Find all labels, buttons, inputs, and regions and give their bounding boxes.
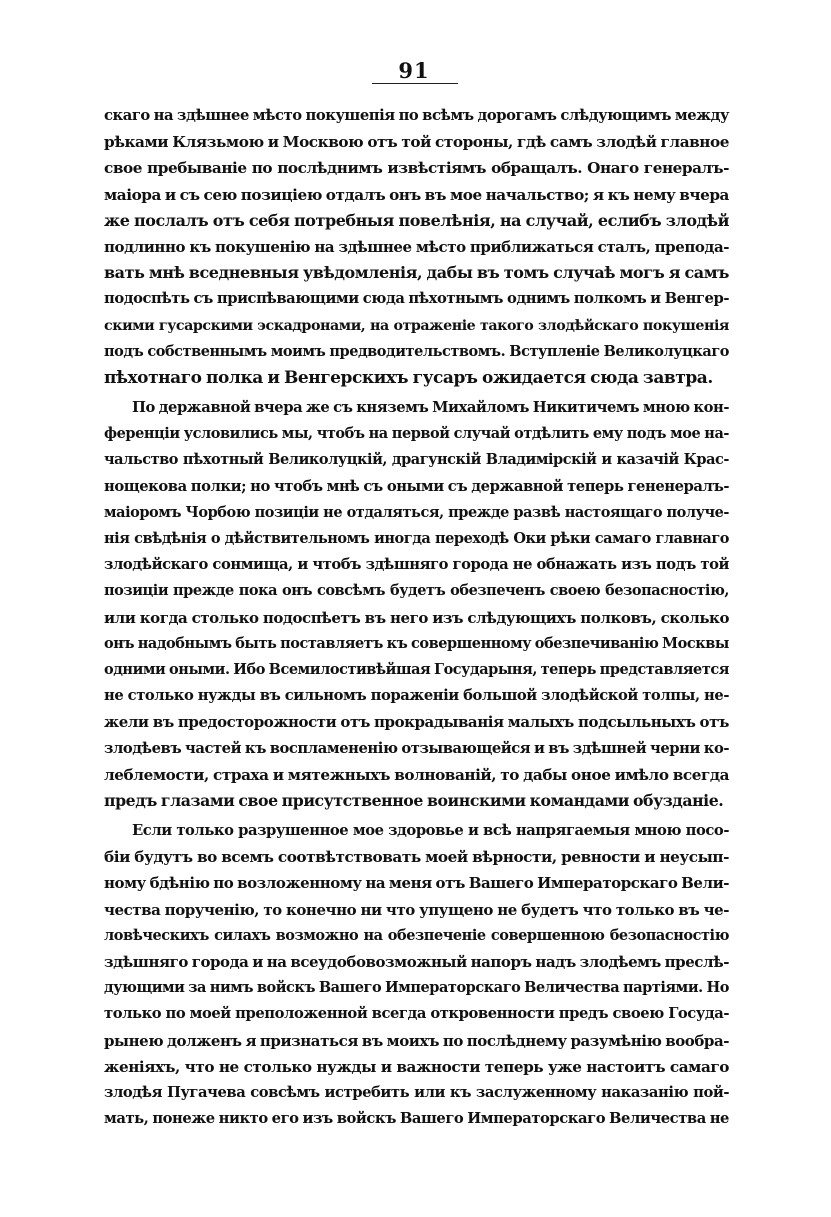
text-line: чества порученію, то конечно ни что упущено не будетъ что только въ че-: [104, 900, 729, 919]
text-line: нія свѣдѣнія о дѣйствительномъ иногда переходѣ Оки рѣки самаго главнаго: [104, 530, 729, 547]
text-line: По державной вчера же съ княземъ Михайломъ Никитичемъ мною кон-: [132, 399, 729, 417]
text-line: нощекова полки; но чтобъ мнѣ съ оными съ державной теперь гененералъ-: [104, 477, 729, 495]
text-line: онъ надобнымъ быть поставляетъ къ совершенному обезпечиванію Москвы: [104, 634, 729, 652]
text-line: здѣшняго города и на всеудобовозможный напоръ надъ злодѣемъ преслѣ-: [104, 953, 729, 971]
text-line: чальство пѣхотный Великолуцкій, драгунскій Владимірскій и казачій Крас-: [104, 451, 729, 469]
text-line: біи будутъ во всемъ соотвѣтствовать моей вѣрности, ревности и неусып-: [104, 848, 729, 867]
text-line: мать, понеже никто его изъ войскъ Вашего Императорскаго Величества не: [104, 1110, 729, 1128]
text-line: не столько нужды въ сильномъ пораженіи большой злодѣйской толпы, не-: [104, 687, 729, 705]
text-line: или когда столько подоспѣетъ въ него изъ слѣдующихъ полковъ, сколько: [104, 608, 729, 627]
text-line: же послалъ отъ себя потребныя повелѣнія, на случай, еслибъ злодѣй: [104, 210, 729, 230]
text-line: подлинно къ покушенію на здѣшнее мѣсто приближаться сталъ, препода-: [104, 237, 729, 256]
text-line: ференціи условились мы, чтобъ на первой случай отдѣлить ему подъ мое на-: [104, 425, 729, 443]
text-line: жели въ предосторожности отъ прокрадыванія малыхъ подсыльныхъ отъ: [104, 713, 729, 732]
paragraph: [104, 103, 729, 391]
text-line: одними оными. Ибо Всемилостивѣйшая Государыня, теперь представляется: [104, 660, 729, 678]
text-line: рынею долженъ я признаться въ моихъ по послѣднему разумѣнію вообра-: [104, 1031, 729, 1050]
text-line: злодѣйскаго сонмища, и чтобъ здѣшняго города не обнажать изъ подъ той: [104, 556, 729, 574]
paragraph: [104, 395, 729, 814]
text-line: маіоромъ Чорбою позиціи не отдаляться, прежде развѣ настоящаго получе-: [104, 503, 729, 521]
text-line: скаго на здѣшнее мѣсто покушепія по всѣмъ дорогамъ слѣдующимъ между: [104, 107, 729, 124]
page-number-rule: [372, 83, 458, 84]
text-line: ному бдѣнію по возложенному на меня отъ Вашего Императорскаго Вели-: [104, 874, 730, 893]
text-line: леблемости, страха и мятежныхъ волнованій, то дабы оное имѣло всегда: [104, 765, 729, 784]
text-line: дующими за нимъ войскъ Вашего Императорскаго Величества партіями. Но: [104, 979, 729, 997]
text-line: позиціи прежде пока онъ совсѣмъ будетъ обезпеченъ своею безопасностію,: [104, 582, 729, 600]
text-line: рѣками Клязьмою и Москвою отъ той стороны, гдѣ самъ злодѣй главное: [104, 133, 729, 152]
body-text: [104, 103, 729, 1136]
text-line: злодѣя Пугачева совсѣмъ истребить или къ заслуженному наказанію пой-: [104, 1083, 729, 1101]
text-line: злодѣевъ частей къ воспламененію отзывающейся и въ здѣшней черни ко-: [104, 739, 729, 757]
text-line: подоспѣть съ приспѣвающими сюда пѣхотнымъ однимъ полкомъ и Венгер-: [104, 290, 729, 308]
text-line: ловѣческихъ силахъ возможно на обезпеченіе совершенною безопасностію: [104, 926, 729, 944]
text-line: вать мнѣ вседневныя увѣдомленія, дабы въ томъ случаѣ могъ я самъ: [104, 263, 729, 283]
text-line: Если только разрушенное мое здоровье и всѣ напрягаемыя мною посо-: [132, 822, 729, 840]
text-line: только по моей преположенной всегда откровенности предъ своею Госуда-: [104, 1005, 729, 1023]
text-line: пѣхотнаго полка и Венгерскихъ гусаръ ожидается сюда завтра.: [104, 367, 713, 388]
text-line: свое пребываніе по послѣднимъ извѣстіямъ обращалъ. Онаго генералъ-: [104, 159, 729, 178]
text-line: маіора и съ сею позиціею отдалъ онъ въ мое начальство; я къ нему вчера: [104, 185, 729, 204]
paragraph: [104, 818, 729, 1132]
text-line: женіяхъ, что не столько нужды и важности теперь уже настоитъ самаго: [104, 1057, 729, 1076]
text-line: скими гусарскими эскадронами, на отраженіе такого злодѣйскаго покушенія: [104, 317, 729, 334]
text-line: предъ глазами свое присутственное воинскими командами обузданіе.: [104, 790, 724, 810]
text-line: подъ собственнымъ моимъ предводительствомъ. Вступленіе Великолуцкаго: [104, 342, 729, 360]
page-number: 91: [398, 58, 430, 83]
